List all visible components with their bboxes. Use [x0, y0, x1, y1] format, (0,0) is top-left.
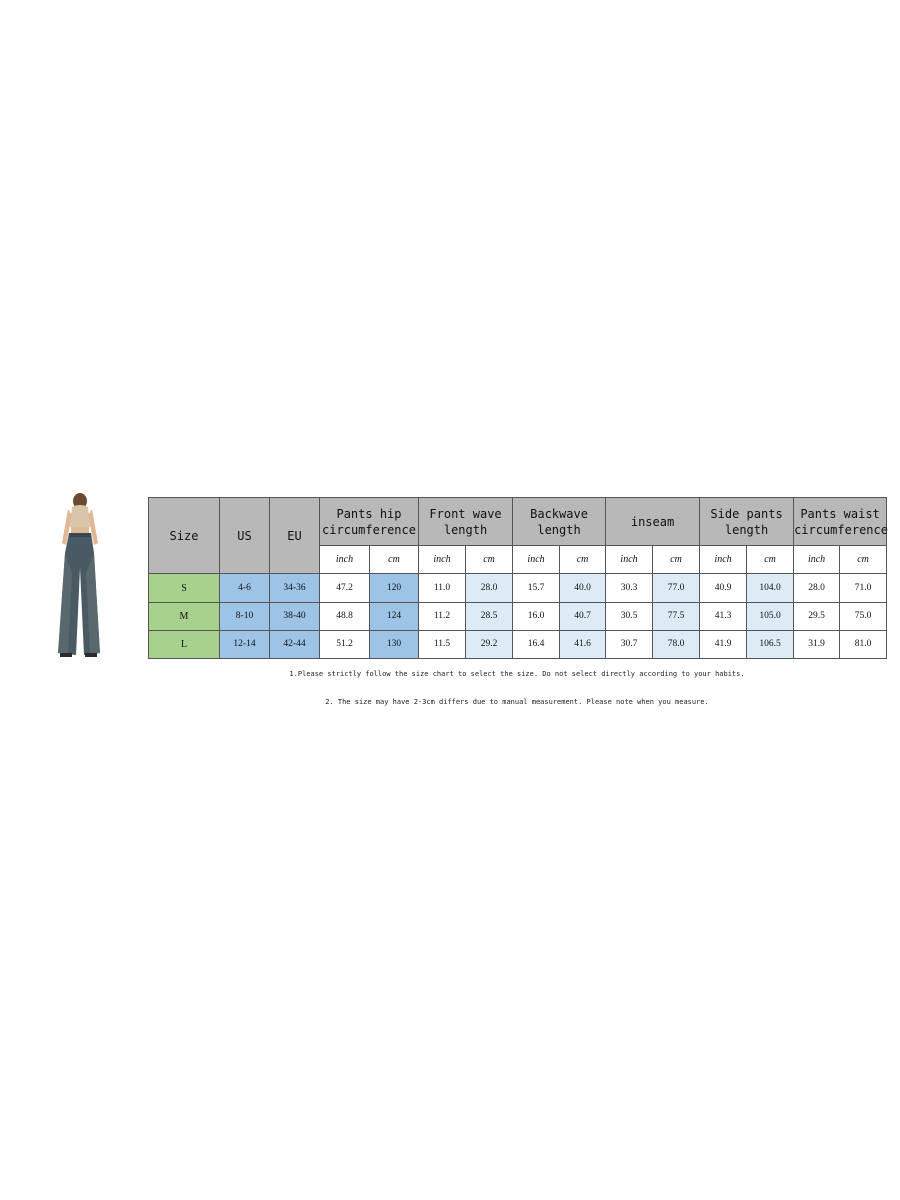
value-cell: 29.2: [466, 630, 513, 658]
value-cell: 40.0: [560, 574, 606, 602]
size-cell: S: [149, 574, 220, 602]
header-waist: Pants waist circumference: [794, 498, 887, 546]
header-us: US: [220, 498, 270, 574]
value-cell: 41.6: [560, 630, 606, 658]
value-cell: 30.3: [606, 574, 653, 602]
table-row: [149, 602, 887, 630]
value-cell: 31.9: [794, 630, 840, 658]
us-cell: 4-6: [220, 574, 270, 602]
size-note-1: 1.Please strictly follow the size chart to select the size. Do not select directly according to your habits.: [289, 670, 745, 678]
unit-cm: cm: [840, 546, 887, 574]
value-cell: 28.0: [794, 574, 840, 602]
value-cell: 75.0: [840, 602, 887, 630]
value-cell: 30.7: [606, 630, 653, 658]
header-front-rise: Front wave length: [419, 498, 513, 546]
size-note-2: 2. The size may have 2-3cm differs due to manual measurement. Please note when you measure.: [325, 698, 709, 706]
eu-cell: 42-44: [270, 630, 320, 658]
unit-cm: cm: [653, 546, 700, 574]
header-eu: EU: [270, 498, 320, 574]
header-hip: Pants hip circumference: [320, 498, 419, 546]
value-cell: 40.7: [560, 602, 606, 630]
value-cell: 71.0: [840, 574, 887, 602]
header-inseam: inseam: [606, 498, 700, 546]
value-cell: 29.5: [794, 602, 840, 630]
table-row: [149, 630, 887, 658]
value-cell: 41.3: [700, 602, 747, 630]
value-cell: 104.0: [747, 574, 794, 602]
unit-cm: cm: [466, 546, 513, 574]
value-cell: 77.5: [653, 602, 700, 630]
eu-cell: 38-40: [270, 602, 320, 630]
value-cell: 51.2: [320, 630, 370, 658]
value-cell: 78.0: [653, 630, 700, 658]
unit-inch: inch: [419, 546, 466, 574]
size-chart-table: [148, 497, 887, 659]
eu-cell: 34-36: [270, 574, 320, 602]
unit-cm: cm: [370, 546, 419, 574]
value-cell: 41.9: [700, 630, 747, 658]
value-cell: 77.0: [653, 574, 700, 602]
value-cell: 106.5: [747, 630, 794, 658]
unit-inch: inch: [320, 546, 370, 574]
value-cell: 11.2: [419, 602, 466, 630]
size-cell: M: [149, 602, 220, 630]
value-cell: 16.4: [513, 630, 560, 658]
table-row: [149, 574, 887, 602]
value-cell: 11.0: [419, 574, 466, 602]
value-cell: 11.5: [419, 630, 466, 658]
value-cell: 15.7: [513, 574, 560, 602]
unit-inch: inch: [794, 546, 840, 574]
value-cell: 48.8: [320, 602, 370, 630]
unit-cm: cm: [560, 546, 606, 574]
header-size: Size: [149, 498, 220, 574]
value-cell: 120: [370, 574, 419, 602]
us-cell: 8-10: [220, 602, 270, 630]
wide-leg-jeans-icon: [38, 493, 118, 663]
value-cell: 28.0: [466, 574, 513, 602]
value-cell: 47.2: [320, 574, 370, 602]
table-header-row: [149, 498, 887, 546]
value-cell: 16.0: [513, 602, 560, 630]
product-photo: [38, 493, 118, 663]
header-back-rise: Backwave length: [513, 498, 606, 546]
size-cell: L: [149, 630, 220, 658]
us-cell: 12-14: [220, 630, 270, 658]
value-cell: 130: [370, 630, 419, 658]
value-cell: 81.0: [840, 630, 887, 658]
unit-inch: inch: [606, 546, 653, 574]
value-cell: 30.5: [606, 602, 653, 630]
value-cell: 105.0: [747, 602, 794, 630]
unit-inch: inch: [700, 546, 747, 574]
value-cell: 40.9: [700, 574, 747, 602]
header-side-length: Side pants length: [700, 498, 794, 546]
unit-cm: cm: [747, 546, 794, 574]
value-cell: 124: [370, 602, 419, 630]
unit-inch: inch: [513, 546, 560, 574]
value-cell: 28.5: [466, 602, 513, 630]
